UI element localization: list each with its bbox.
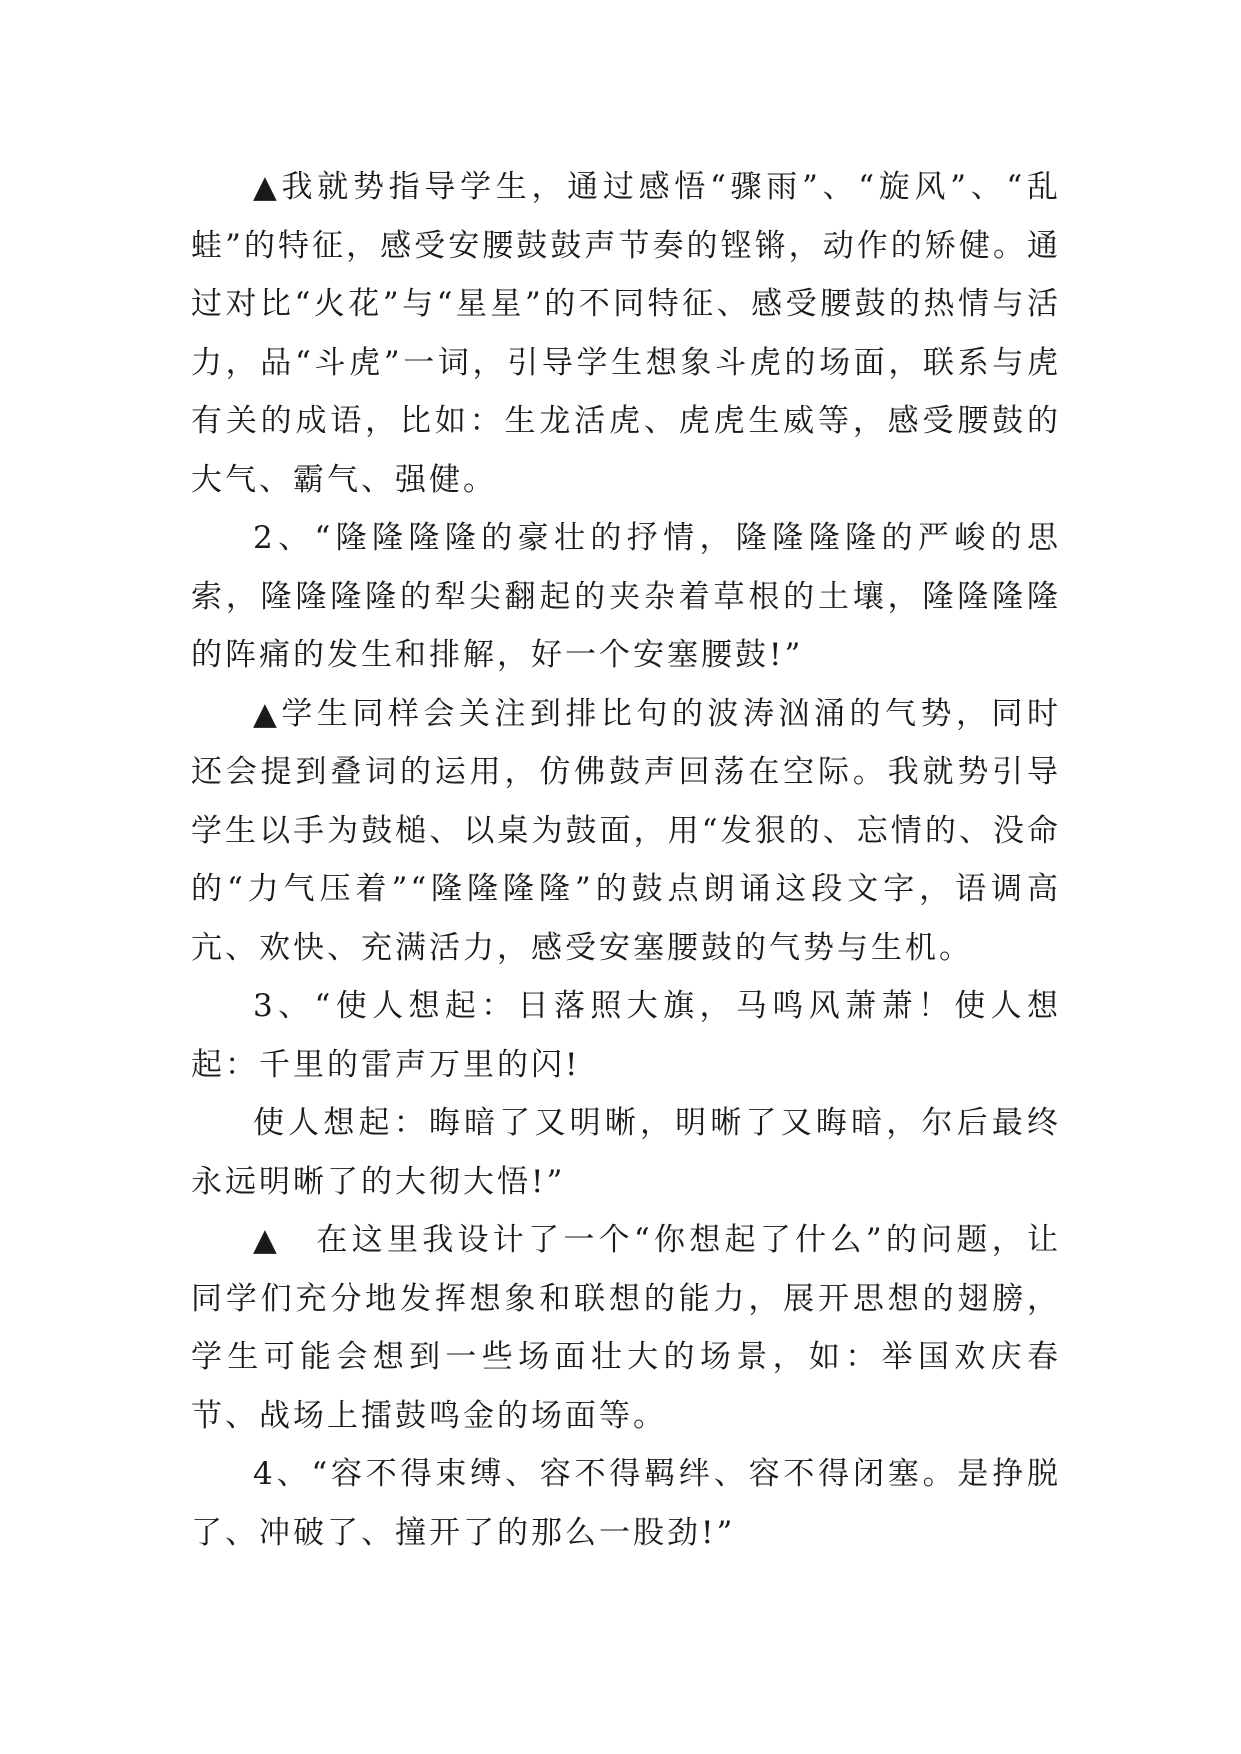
paragraph-quote-4: 4、“容不得束缚、容不得羁绊、容不得闭塞。是挣脱了、冲破了、撞开了的那么一股劲!” [191, 1456, 1061, 1551]
paragraph-guidance-recitation: ▲学生同样会关注到排比句的波涛汹涌的气势，同时还会提到叠词的运用，仿佛鼓声回荡在空际。我就势引导学生以手为鼓槌、以桌为鼓面，用“发狠的、忘情的、没命的“力气压着”“隆隆隆隆”的鼓点朗诵这段文字，语调高亢、欢快、充满活力，感受安塞腰鼓的气势与生机。 [191, 695, 1061, 966]
paragraph-quote-2: 2、“隆隆隆隆的豪壮的抒情，隆隆隆隆的严峻的思索，隆隆隆隆的犁尖翻起的夹杂着草根的土壤，隆隆隆隆的阵痛的发生和排解，好一个安塞腰鼓!” [191, 520, 1061, 673]
paragraph-guidance-rhythm: ▲我就势指导学生，通过感悟“骤雨”、“旋风”、“乱蛙”的特征，感受安腰鼓鼓声节奏的铿锵，动作的矫健。通过对比“火花”与“星星”的不同特征、感受腰鼓的热情与活力，品“斗虎”一词，引导学生想象斗虎的场面，联系与虎有关的成语，比如：生龙活虎、虎虎生威等，感受腰鼓的大气、霸气、强健。 [191, 169, 1061, 498]
document-body [191, 158, 1061, 1562]
paragraph-guidance-imagination: ▲ 在这里我设计了一个“你想起了什么”的问题，让同学们充分地发挥想象和联想的能力，展开思想的翅膀，学生可能会想到一些场面壮大的场景，如：举国欢庆春节、战场上擂鼓鸣金的场面等。 [191, 1222, 1061, 1434]
paragraph-quote-3-continued: 使人想起：晦暗了又明晰，明晰了又晦暗，尔后最终永远明晰了的大彻大悟!” [191, 1105, 1061, 1200]
paragraph-quote-3: 3、“使人想起：日落照大旗，马鸣风萧萧！使人想起：千里的雷声万里的闪! [191, 988, 1061, 1083]
